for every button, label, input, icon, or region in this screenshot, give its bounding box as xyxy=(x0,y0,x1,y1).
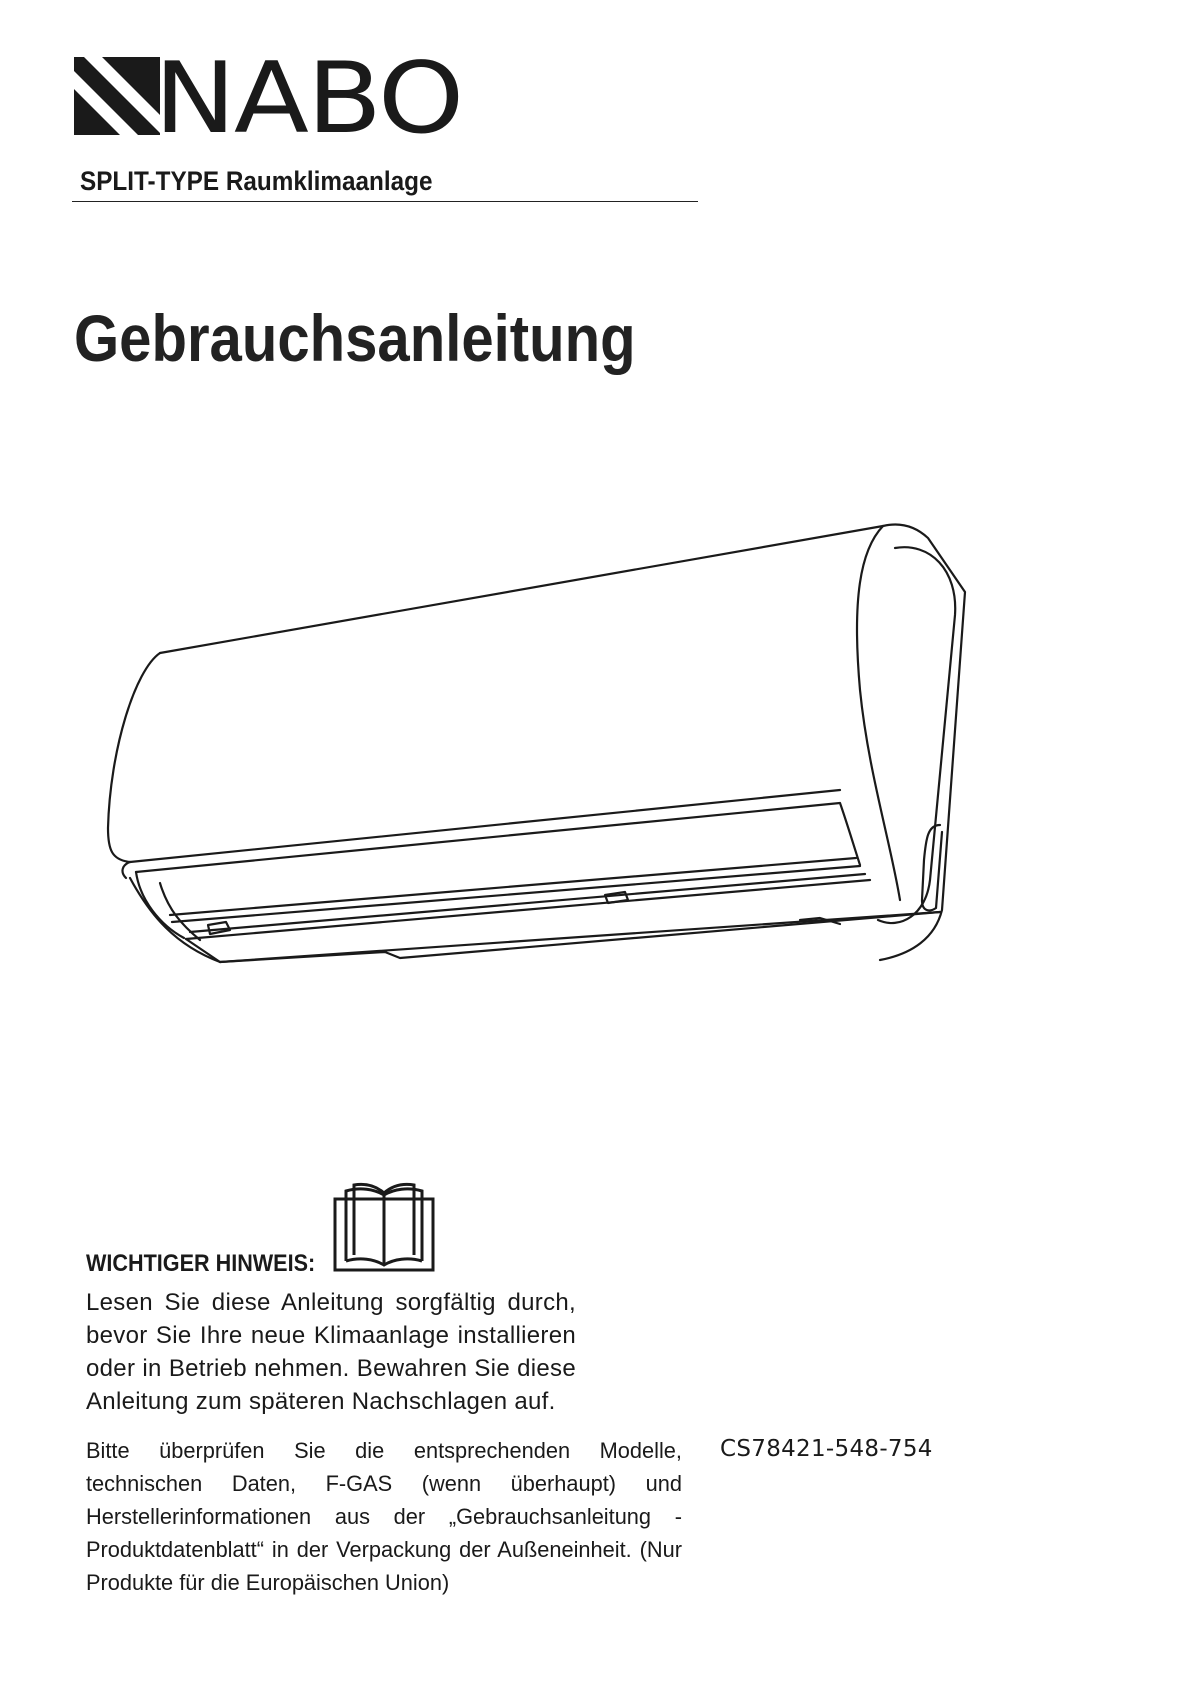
check-info-text: Bitte überprüfen Sie die entsprechenden Modelle, technischen Daten, F-GAS (wenn überhaupt) und Herstellerinformationen aus der „Gebrauchsanleitung - Produktdatenblatt“ in der Verpackung der Außeneinheit. (Nur Produkte für die Europäischen Union) xyxy=(86,1438,682,1595)
nabo-logo-mark-icon xyxy=(74,57,164,143)
brand-name: NABO xyxy=(154,42,462,156)
open-book-icon xyxy=(332,1181,436,1273)
brand-logo xyxy=(74,42,462,156)
notice-heading: WICHTIGER HINWEIS: xyxy=(86,1250,316,1277)
page-title: Gebrauchsanleitung xyxy=(74,301,636,375)
product-code: CS78421-548-754 xyxy=(720,1436,933,1462)
notice-body: Lesen Sie diese Anleitung sorgfältig durch, bevor Sie Ihre neue Klimaanlage installieren oder in Betrieb nehmen. Bewahren Sie diese Anleitung zum späteren Nachschlagen auf. xyxy=(86,1289,576,1415)
product-type: SPLIT-TYPE Raumklimaanlage xyxy=(80,166,433,196)
subtitle-divider xyxy=(72,201,698,202)
air-conditioner-illustration-icon xyxy=(100,520,980,970)
